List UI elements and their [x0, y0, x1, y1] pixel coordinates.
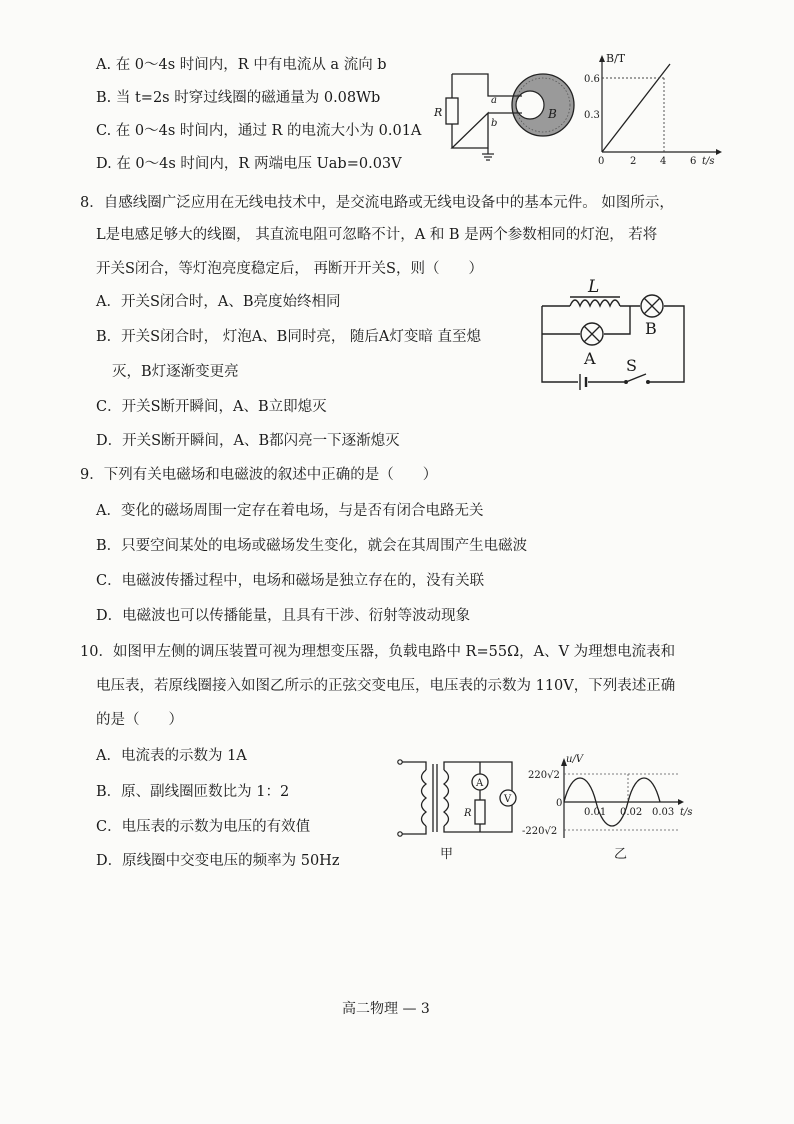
q10-voltage-graph — [522, 752, 708, 864]
q10-stem-line-2: 电压表，若原线圈接入如图乙所示的正弦交变电压，电压表的示数为 110V，下列表述正确 — [96, 678, 676, 694]
q8-stem-line-1: 8．自感线圈广泛应用在无线电技术中，是交流电路或无线电设备中的基本元件。 如图所示， — [80, 195, 674, 211]
q10-stem-line-1: 10．如图甲左侧的调压装置可视为理想变压器，负载电路中 R=55Ω，A、V 为理想电流表和 — [80, 644, 676, 660]
q8-switch — [626, 374, 646, 382]
q10-resistor — [475, 800, 485, 824]
q7-label-field: B — [548, 107, 557, 121]
q7-circuit-wire — [452, 74, 512, 148]
q8-option-d: D．开关S断开瞬间，A、B都闪亮一下逐渐熄灭 — [96, 433, 400, 449]
q8-option-a: A．开关S闭合时，A、B亮度始终相同 — [96, 294, 341, 310]
q10-stem-line-3: 的是（ ） — [96, 712, 183, 728]
q10-graph-xlabel: t/s — [680, 807, 693, 818]
q10-secondary-coil — [444, 770, 449, 826]
q7-label-b: b — [491, 118, 498, 129]
q7-label-r: R — [434, 106, 443, 119]
q10-xtick-002: 0.02 — [620, 807, 643, 818]
q7-resistor — [446, 98, 458, 124]
page-footer: 高二物理 — 3 — [342, 1001, 430, 1017]
q9-stem: 9．下列有关电磁场和电磁波的叙述中正确的是（ ） — [80, 467, 438, 483]
q7-xtick-4: 4 — [660, 156, 667, 167]
q9-option-b: B．只要空间某处的电场或磁场发生变化，就会在其周围产生电磁波 — [96, 538, 528, 554]
q10-xtick-003: 0.03 — [652, 807, 675, 818]
q9-option-c: C．电磁波传播过程中，电场和磁场是独立存在的，没有关联 — [96, 573, 485, 589]
q10-graph-ylabel: u/V — [566, 754, 584, 765]
q8-label-l: L — [588, 277, 600, 297]
q10-xtick-001: 0.01 — [584, 807, 607, 818]
q7-coil-circuit — [430, 68, 580, 168]
q7-option-a: A. 在 0～4s 时间内，R 中有电流从 a 流向 b — [96, 57, 387, 73]
q7-b-line — [602, 64, 670, 152]
q10-label-a: A — [476, 778, 484, 789]
q8-stem-line-2: L是电感足够大的线圈， 其直流电阻可忽略不计，A 和 B 是两个参数相同的灯泡， 若将 — [96, 227, 658, 243]
q10-label-r: R — [464, 808, 472, 819]
q8-label-b: B — [645, 319, 657, 338]
q7-xtick-2: 2 — [630, 156, 637, 167]
q10-option-a: A．电流表的示数为 1A — [96, 748, 247, 764]
q10-option-c: C．电压表的示数为电压的有效值 — [96, 819, 311, 835]
q8-inductor-circuit — [540, 278, 690, 390]
q8-option-b-cont: 灭，B灯逐渐变更亮 — [112, 364, 239, 380]
q7-graph-ylabel: B/T — [606, 52, 626, 65]
q7-xtick-6: 6 — [690, 156, 697, 167]
q10-caption-yi: 乙 — [614, 847, 628, 862]
q10-ytick-top: 220√2 — [528, 770, 560, 781]
q10-option-b: B．原、副线圈匝数比为 1：2 — [96, 784, 290, 800]
q7-bt-graph — [584, 52, 725, 167]
q8-label-a: A — [584, 349, 596, 368]
q7-option-d: D. 在 0～4s 时间内，R 两端电压 Uab=0.03V — [96, 156, 402, 172]
q8-option-b: B．开关S闭合时， 灯泡A、B同时亮， 随后A灯变暗 直至熄 — [96, 329, 482, 345]
q8-label-s: S — [626, 356, 637, 375]
q10-ytick-zero: 0 — [556, 798, 563, 809]
q10-option-d: D．原线圈中交变电压的频率为 50Hz — [96, 853, 340, 869]
q7-option-c: C. 在 0～4s 时间内，通过 R 的电流大小为 0.01A — [96, 123, 422, 139]
q7-coil — [516, 91, 544, 119]
q10-caption-jia: 甲 — [440, 847, 454, 862]
q10-primary-coil — [422, 770, 427, 826]
q7-ytick-06: 0.6 — [584, 74, 600, 85]
q8-option-c: C．开关S断开瞬间，A、B立即熄灭 — [96, 399, 327, 415]
q7-xtick-0: 0 — [598, 156, 605, 167]
q7-graph-xlabel: t/s — [702, 156, 715, 167]
q7-option-b: B. 当 t=2s 时穿过线圈的磁通量为 0.08Wb — [96, 90, 381, 106]
q10-label-v: V — [504, 794, 512, 805]
q8-inductor — [570, 300, 620, 306]
q8-stem-line-3: 开关S闭合，等灯泡亮度稳定后， 再断开开关S，则（ ） — [96, 261, 483, 277]
q9-option-d: D．电磁波也可以传播能量，且具有干涉、衍射等波动现象 — [96, 608, 471, 624]
q10-ytick-bottom: -220√2 — [522, 826, 558, 837]
q9-option-a: A．变化的磁场周围一定存在着电场，与是否有闭合电路无关 — [96, 503, 484, 519]
q10-transformer-figure — [396, 752, 526, 864]
q7-ytick-03: 0.3 — [584, 110, 600, 121]
q7-label-a: a — [491, 95, 497, 106]
